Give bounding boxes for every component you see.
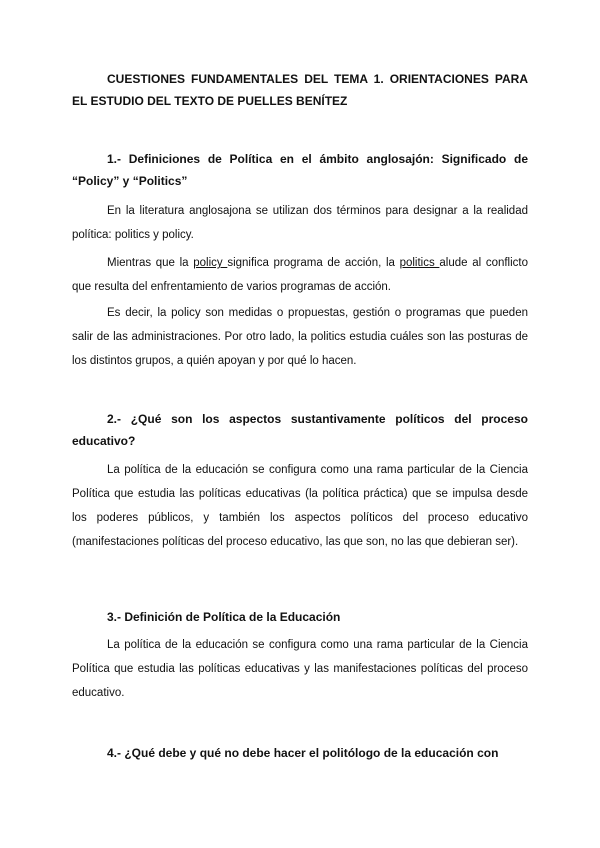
- document-page: [72, 0, 528, 848]
- document-title: CUESTIONES FUNDAMENTALES DEL TEMA 1. ORIENTACIONES PARA EL ESTUDIO DEL TEXTO DE PUELLES BENÍTEZ: [72, 72, 528, 108]
- section-2-paragraph-1: La política de la educación se configura como una rama particular de la Ciencia Política que estudia las políticas educativas (la política práctica) que se impulsa desde los poderes públicos, y también los aspectos políticos del proceso educativo (manifestaciones políticas del proceso educativo, las que son, no las que debieran ser).: [72, 464, 528, 548]
- term-politics: politics: [399, 257, 440, 269]
- section-1-heading: 1.- Definiciones de Política en el ámbito anglosajón: Significado de “Policy” y “Politics”: [72, 152, 528, 188]
- section-3-paragraph-1: La política de la educación se configura como una rama particular de la Ciencia Política que estudia las políticas educativas y las manifestaciones políticas del proceso educativo.: [72, 639, 528, 699]
- section-2-heading: 2.- ¿Qué son los aspectos sustantivamente políticos del proceso educativo?: [72, 412, 528, 448]
- section-1-paragraph-1: En la literatura anglosajona se utilizan dos términos para designar a la realidad política: politics y policy.: [72, 205, 528, 241]
- section-1-paragraph-3: Es decir, la policy son medidas o propuestas, gestión o programas que pueden salir de las administraciones. Por otro lado, la politics estudia cuáles son las posturas de los distintos grupos, a quién apoyan y por qué lo hacen.: [72, 307, 528, 367]
- term-policy: policy: [193, 257, 228, 269]
- section-4-heading: 4.- ¿Qué debe y qué no debe hacer el politólogo de la educación con: [107, 746, 499, 760]
- section-1-paragraph-2: Mientras que la policy significa programa de acción, la politics alude al conflicto que resulta del enfrentamiento de varios programas de acción.: [72, 257, 529, 293]
- section-3-heading: 3.- Definición de Política de la Educación: [107, 610, 341, 624]
